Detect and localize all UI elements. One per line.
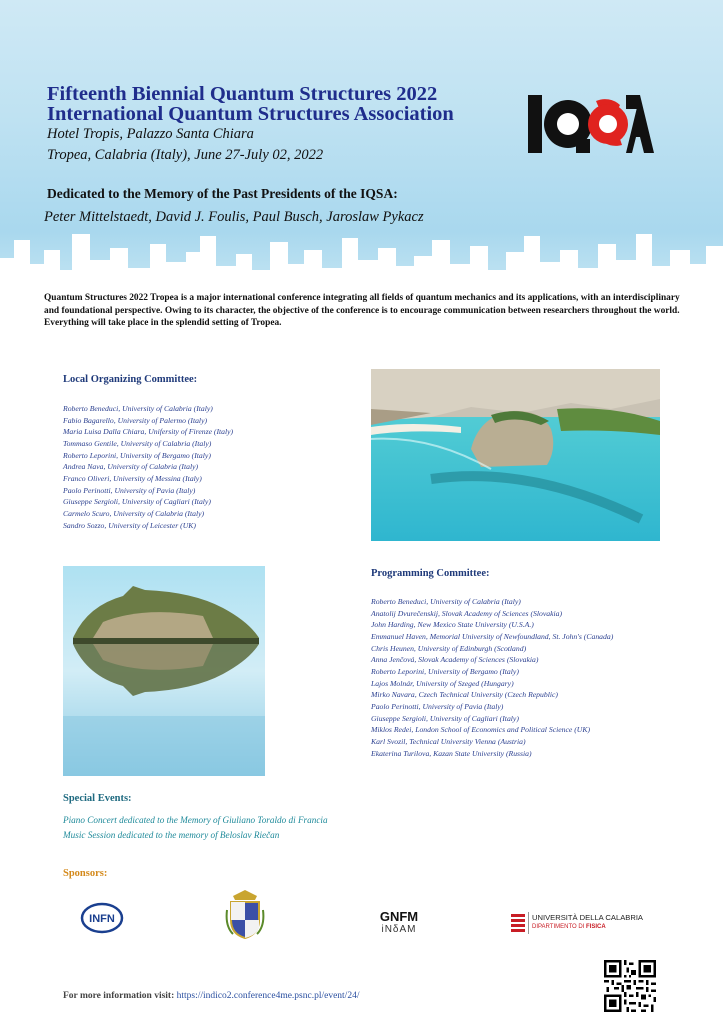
- programming-committee-member: Anatolij Dvurečenskij, Slovak Academy of Sciences (Slovakia): [371, 608, 563, 618]
- local-committee-member: Tommaso Gentile, University of Calabria (Italy): [63, 438, 212, 448]
- iqsa-logo-icon: [526, 93, 656, 155]
- rock-reflection-photo: [63, 566, 265, 776]
- programming-committee-member: Roberto Beneduci, University of Calabria (Italy): [371, 597, 521, 606]
- venue: Hotel Tropis, Palazzo Santa Chiara: [47, 126, 254, 142]
- local-committee-member: Franco Oliveri, University of Messina (Italy): [63, 473, 202, 483]
- unical-dept-fisica: FISICA: [586, 924, 606, 930]
- programming-committee-heading: Programming Committee:: [371, 568, 490, 579]
- programming-committee-member: Miklos Redei, London School of Economics and Political Science (UK): [371, 725, 591, 735]
- programming-committee-member: Mirko Navara, Czech Technical University (Czech Republic): [371, 690, 558, 700]
- tropea-coast-photo: [371, 369, 660, 541]
- programming-committee-list: [371, 596, 613, 759]
- qr-code-icon: [604, 960, 656, 1012]
- unical-name: UNIVERSITÀ DELLA CALABRIA: [532, 913, 643, 922]
- location-dates: Tropea, Calabria (Italy), June 27-July 02, 2022: [47, 147, 324, 163]
- programming-committee-member: Chris Heunen, University of Edinburgh (Scotland): [371, 643, 527, 653]
- programming-committee-member: Lajos Molnár, University of Szeged (Hungary): [371, 678, 514, 688]
- unical-divider: [528, 912, 529, 934]
- city-skyline-decoration: [0, 230, 723, 290]
- programming-committee-member: Karl Svozil, Technical University Vienna (Austria): [371, 736, 526, 746]
- special-event-item: Music Session dedicated to the memory of Beloslav Riečan: [63, 830, 280, 840]
- programming-committee-member: Giuseppe Sergioli, University of Cagliari (Italy): [371, 713, 519, 723]
- more-info-label: For more information visit:: [63, 991, 177, 1001]
- event-url-link[interactable]: https://indico2.conference4me.psnc.pl/event/24/: [176, 991, 360, 1001]
- local-committee-member: Paolo Perinotti, University of Pavia (Italy): [63, 485, 196, 495]
- coat-of-arms-icon: [225, 890, 265, 940]
- more-info: [63, 991, 359, 1001]
- unical-dept-prefix: DIPARTIMENTO DI: [532, 924, 587, 930]
- programming-committee-member: Emmanuel Haven, Memorial University of Newfoundland, St. John's (Canada): [371, 631, 614, 641]
- programming-committee-member: Ekaterina Turilova, Kazan State University (Russia): [371, 748, 532, 758]
- special-events-heading: Special Events:: [63, 793, 132, 804]
- local-committee-member: Carmelo Scuro, University of Calabria (Italy): [63, 508, 205, 518]
- tropea-coast-image: [371, 369, 660, 541]
- programming-committee-member: Roberto Leporini, University of Bergamo (Italy): [371, 666, 519, 676]
- local-committee-member: Roberto Beneduci, University of Calabria (Italy): [63, 404, 213, 413]
- rock-reflection-image: [63, 566, 265, 776]
- infn-text: INFN: [89, 913, 115, 925]
- local-committee-member: Andrea Nava, University of Calabria (Italy): [63, 462, 199, 472]
- local-committee-member: Giuseppe Sergioli, University of Cagliari (Italy): [63, 497, 211, 507]
- unical-logo-icon: [511, 912, 651, 936]
- indam-text: iNδAM: [381, 924, 417, 935]
- special-event-item: Piano Concert dedicated to the Memory of Giuliano Toraldo di Francia: [63, 815, 328, 825]
- gnfm-logo-icon: [374, 910, 424, 940]
- local-committee-member: Sandro Sozzo, University of Leicester (UK): [63, 520, 196, 530]
- dedication: Dedicated to the Memory of the Past Presidents of the IQSA:: [47, 186, 398, 201]
- sponsors-heading: Sponsors:: [63, 868, 108, 879]
- programming-committee-member: Anna Jenčová, Slovak Academy of Sciences (Slovakia): [371, 655, 539, 665]
- programming-committee-member: John Harding, New Mexico State University (U.S.A.): [371, 620, 534, 630]
- title-line-2: International Quantum Structures Association: [47, 103, 454, 125]
- local-committee-member: Fabio Bagarello, University of Palermo (Italy): [63, 415, 208, 425]
- local-committee-list: [63, 403, 233, 531]
- past-presidents: Peter Mittelstaedt, David J. Foulis, Paul Busch, Jaroslaw Pykacz: [44, 209, 424, 225]
- programming-committee-member: Paolo Perinotti, University of Pavia (Italy): [371, 701, 504, 711]
- intro-paragraph: Quantum Structures 2022 Tropea is a major international conference integrating all fields of quantum mechanics and its applications, with an interdisciplinary and foundational perspective. Owing to its character, the objective of the conference is to encourage communication between researchers throughout the world. Everything will take place in the splendid setting of Tropea.: [44, 293, 680, 329]
- conference-title: [47, 84, 454, 124]
- infn-logo-icon: [78, 896, 126, 940]
- gnfm-text: GNFM: [379, 909, 419, 924]
- unical-emblem-icon: [511, 914, 525, 932]
- local-committee-member: Maria Luisa Dalla Chiara, Unifersity of Firenze (Italy): [63, 427, 234, 437]
- local-committee-member: Roberto Leporini, University of Bergamo (Italy): [63, 450, 211, 460]
- title-line-1: Fifteenth Biennial Quantum Structures 2022: [47, 83, 438, 105]
- unical-department: [532, 924, 606, 930]
- local-committee-heading: Local Organizing Committee:: [63, 374, 198, 385]
